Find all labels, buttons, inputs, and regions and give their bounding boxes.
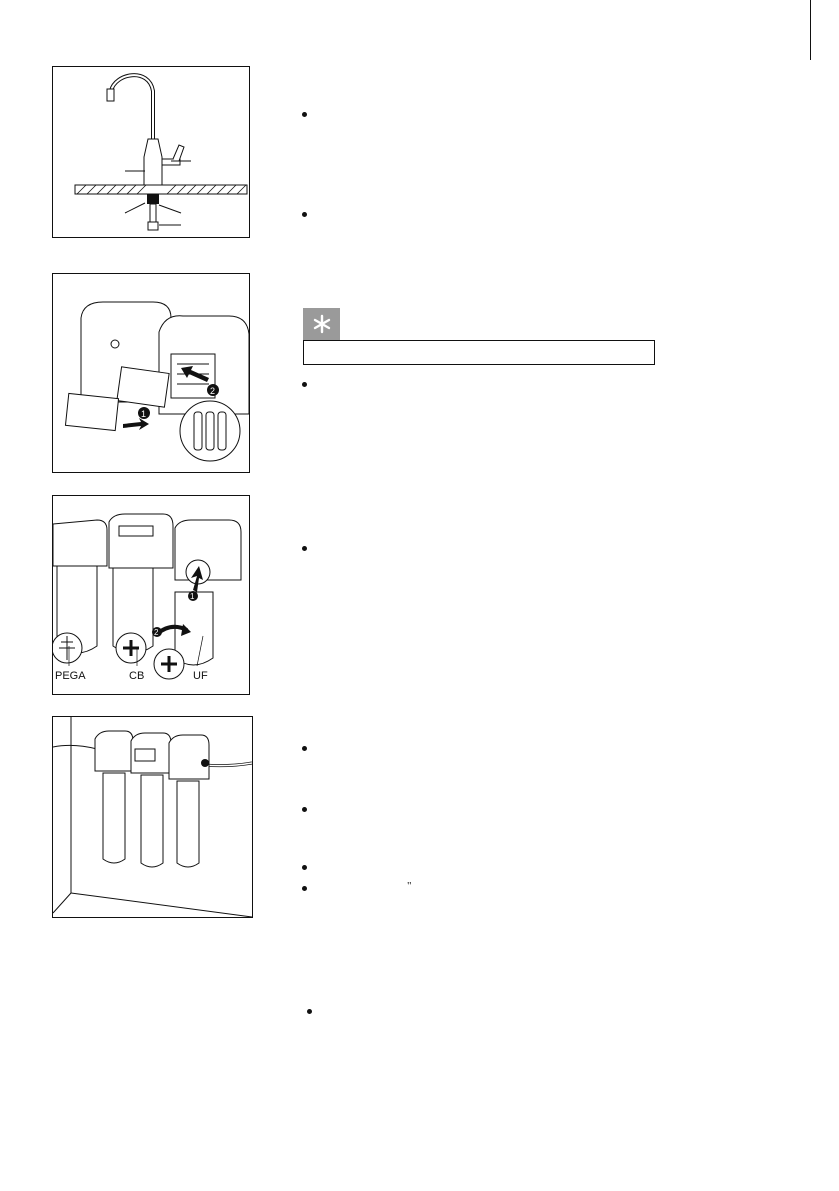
bullet-point: [302, 746, 307, 751]
crop-mark: [810, 0, 811, 60]
quote-mark: ": [407, 880, 412, 892]
battery-compartment-illustration: [53, 274, 249, 472]
step-1-label: 1: [141, 409, 147, 419]
cartridge-label-pega: PEGA: [55, 670, 86, 682]
filter-step-2-label: 2: [154, 628, 159, 637]
bullet-point: [302, 807, 307, 812]
bullet-point: [302, 112, 307, 117]
bullet-point: [302, 546, 307, 551]
step-2-label: 2: [210, 386, 216, 396]
cartridge-label-uf: UF: [193, 670, 208, 682]
faucet-illustration: [53, 67, 249, 237]
snowflake-tip-icon: [303, 308, 340, 340]
bullet-point: [302, 382, 307, 387]
wall-unit-figure: [52, 716, 253, 918]
bullet-point: [302, 886, 307, 891]
filter-step-1-label: 1: [190, 592, 195, 601]
tip-box: [303, 340, 655, 365]
bullet-point: [302, 212, 307, 217]
bullet-point: [302, 865, 307, 870]
bullet-point: [307, 1009, 312, 1014]
battery-figure: [52, 273, 250, 473]
wall-mounted-unit-illustration: [53, 717, 252, 917]
faucet-figure: [52, 66, 250, 238]
filters-figure: [52, 495, 250, 695]
cartridge-label-cb: CB: [129, 670, 145, 682]
filter-cartridges-illustration: [53, 496, 249, 694]
